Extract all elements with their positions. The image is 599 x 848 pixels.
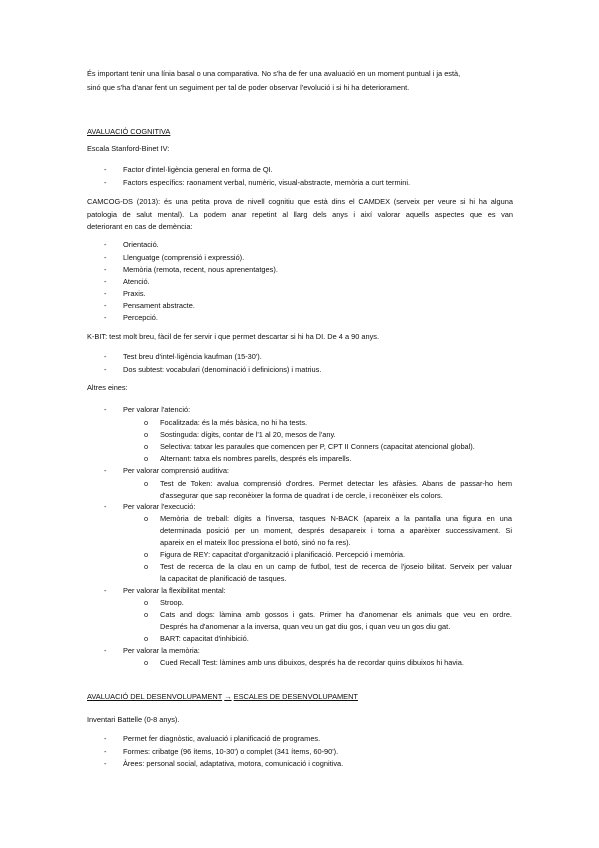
list-item: Memòria (remota, recent, nous aprenentatges). (123, 265, 278, 274)
circle-bullet: o (144, 550, 149, 559)
circle-bullet: o (144, 442, 149, 451)
list-item: Cats and dogs: làmina amb gossos i gats. Primer ha d'anomenar els animals que veu en ordre. (160, 610, 512, 619)
list-item: Permet fer diagnòstic, avaluació i planificació de programes. (123, 734, 321, 743)
list-item: Llenguatge (comprensió i expressió). (123, 253, 245, 262)
heading-part-b: ESCALES DE DESENVOLUPAMENT (233, 692, 358, 701)
heading-part-a: AVALUACIÓ DEL DESENVOLUPAMENT (87, 692, 223, 701)
list-item: Factor d'intel·ligència general en forma de QI. (123, 165, 273, 174)
subsection-label: Per valorar la memòria: (123, 646, 200, 655)
list-item: Praxis. (123, 289, 146, 298)
list-item: Figura de REY: capacitat d'organització i planificació. Percepció i memòria. (160, 550, 406, 559)
circle-bullet: o (144, 514, 149, 523)
list-item-continued: apareix en el mateix lloc pressiona el botó, sinó no fa res). (160, 538, 351, 547)
dash-bullet: - (104, 352, 107, 361)
list-item: Dos subtest: vocabulari (denominació i definicions) i matrius. (123, 365, 322, 374)
arrow-icon: → (224, 692, 232, 701)
circle-bullet: o (144, 418, 149, 427)
list-item: Focalitzada: és la més bàsica, no hi ha tests. (160, 418, 308, 427)
list-item-continued: d'assegurar que sap reconèixer la forma de quadrat i de cercle, i reconèixer els colors. (160, 491, 443, 500)
dash-bullet: - (104, 405, 107, 414)
dash-bullet: - (104, 240, 107, 249)
list-item: Sostinguda: dígits, contar de l'1 al 20, mesos de l'any. (160, 430, 336, 439)
subsection-label: Per valorar comprensió auditiva: (123, 466, 229, 475)
list-item: Memòria de treball: dígits a l'inversa, tasques N-BACK (apareix a la pantalla una figura en una (160, 514, 512, 523)
circle-bullet: o (144, 634, 149, 643)
section-heading-cognitiva: AVALUACIÓ COGNITIVA (87, 127, 171, 136)
stanford-title: Escala Stanford-Binet IV: (87, 144, 170, 153)
list-item: Pensament abstracte. (123, 301, 195, 310)
dash-bullet: - (104, 646, 107, 655)
subsection-label: Per valorar l'atenció: (123, 405, 191, 414)
camcog-line-1: CAMCOG-DS (2013): és una petita prova de nivell cognitiu que està dins el CAMDEX (serveix per veure si hi ha alguna (87, 197, 513, 206)
list-item-continued: determinada posició per un moment, després desapareix i torna a aparèixer successivament. Si (160, 526, 512, 535)
list-item: Formes: cribatge (96 ítems, 10-30') o complet (341 ítems, 60-90'). (123, 747, 339, 756)
dash-bullet: - (104, 502, 107, 511)
dash-bullet: - (104, 289, 107, 298)
list-item: Test de recerca de la clau en un camp de futbol, test de recerca de l'joseio bilitat. Serveix per valuar (160, 562, 512, 571)
dash-bullet: - (104, 365, 107, 374)
list-item-continued: la capacitat de planificació de tasques. (160, 574, 287, 583)
dash-bullet: - (104, 734, 107, 743)
dash-bullet: - (104, 301, 107, 310)
battelle-title: Inventari Battelle (0-8 anys). (87, 715, 180, 724)
section-heading-desenvolupament (87, 693, 358, 700)
circle-bullet: o (144, 430, 149, 439)
list-item: Stroop. (160, 598, 184, 607)
list-item: Orientació. (123, 240, 159, 249)
list-item: Atenció. (123, 277, 150, 286)
list-item: Àrees: personal social, adaptativa, motora, comunicació i cognitiva. (123, 759, 344, 768)
dash-bullet: - (104, 253, 107, 262)
subsection-label: Per valorar l'execució: (123, 502, 196, 511)
camcog-line-3: deteriorant en cas de demència: (87, 222, 193, 231)
list-item: BART: capacitat d'inhibició. (160, 634, 249, 643)
dash-bullet: - (104, 586, 107, 595)
dash-bullet: - (104, 178, 107, 187)
circle-bullet: o (144, 479, 149, 488)
list-item: Test breu d'intel·ligència kaufman (15-30'). (123, 352, 262, 361)
circle-bullet: o (144, 454, 149, 463)
intro-line-1: És important tenir una línia basal o una comparativa. No s'ha de fer una avaluació en un moment puntual i ja està, (87, 69, 461, 78)
list-item: Test de Token: avalua comprensió d'ordres. Permet detectar les afàsies. Abans de passar-ho hem (160, 479, 512, 488)
kbit-line: K-BIT: test molt breu, fàcil de fer servir i que permet descartar si hi ha DI. De 4 a 90 anys. (87, 332, 380, 341)
subsection-label: Per valorar la flexibilitat mental: (123, 586, 226, 595)
circle-bullet: o (144, 598, 149, 607)
list-item: Cued Recall Test: làmines amb uns dibuixos, després ha de recordar quins dibuixos hi havia. (160, 658, 464, 667)
camcog-line-2: patologia de salut mental). La podem anar repetint al llarg dels anys i així valorar aquells aspectes que es van (87, 210, 513, 219)
dash-bullet: - (104, 265, 107, 274)
list-item: Factors específics: raonament verbal, numèric, visual-abstracte, memòria a curt termini. (123, 178, 411, 187)
intro-line-2: sinó que s'ha d'anar fent un seguiment per tal de poder observar l'evolució i si hi ha deteriorament. (87, 83, 410, 92)
circle-bullet: o (144, 658, 149, 667)
dash-bullet: - (104, 466, 107, 475)
list-item: Percepció. (123, 313, 158, 322)
list-item: Alternant: tatxa els nombres parells, després els imparells. (160, 454, 352, 463)
altres-title: Altres eines: (87, 383, 128, 392)
circle-bullet: o (144, 610, 149, 619)
circle-bullet: o (144, 562, 149, 571)
dash-bullet: - (104, 277, 107, 286)
dash-bullet: - (104, 759, 107, 768)
dash-bullet: - (104, 165, 107, 174)
dash-bullet: - (104, 747, 107, 756)
list-item: Selectiva: tatxar les paraules que comencen per P, CPT II Conners (capacitat atencional global). (160, 442, 475, 451)
list-item-continued: Després ha d'anomenar a la inversa, quan veu un gat diu gos, i quan veu un gos diu gat. (160, 622, 451, 631)
dash-bullet: - (104, 313, 107, 322)
